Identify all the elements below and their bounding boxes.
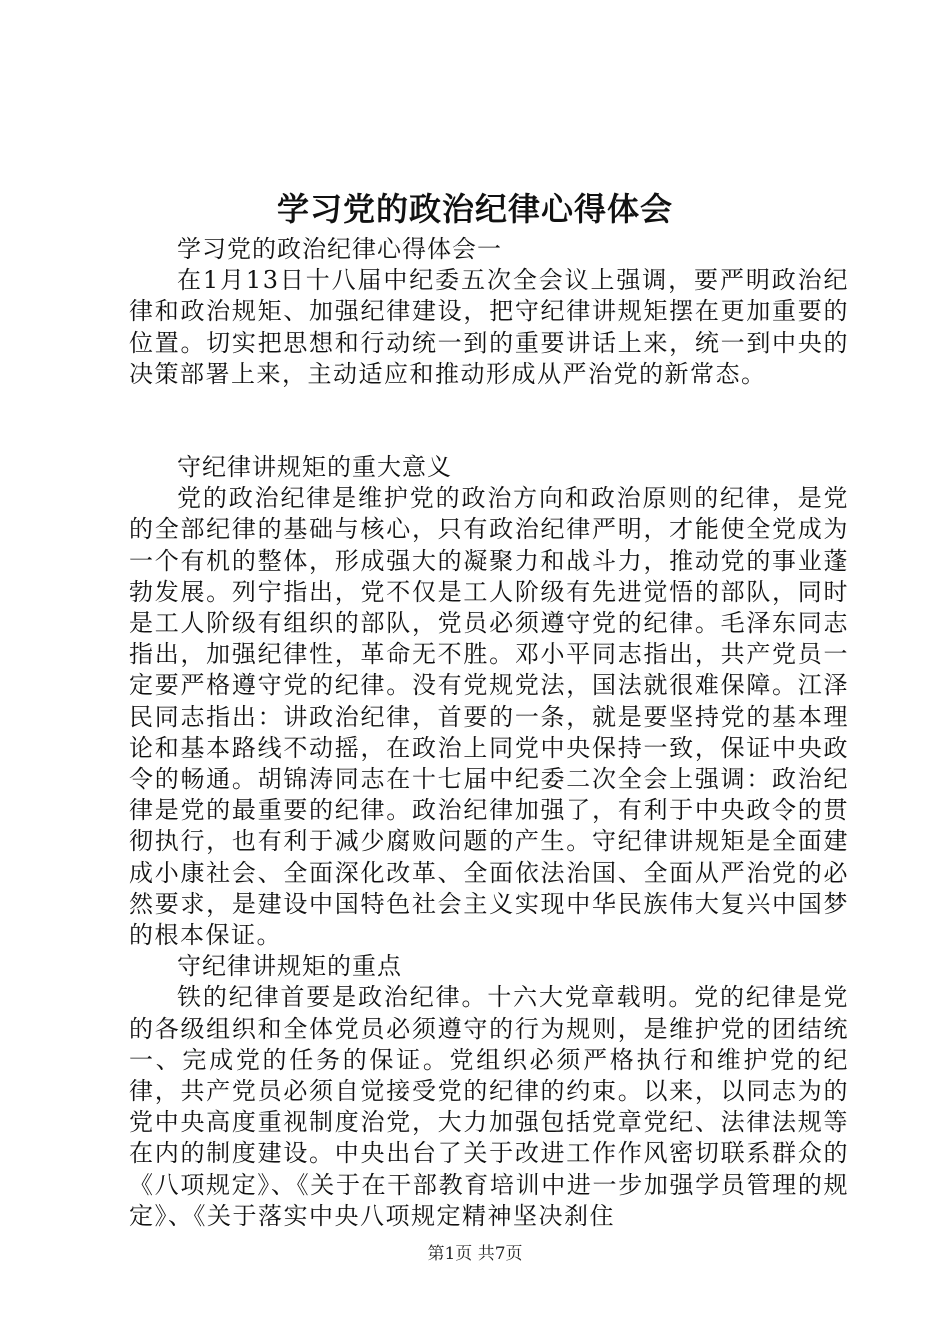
page-number-footer: 第1页 共7页 — [427, 1244, 523, 1264]
body-paragraph: 铁的纪律首要是政治纪律。十六大党章载明。党的纪律是党的各级组织和全体党员必须遵守的行为规则，是维护党的团结统一、完成党的任务的保证。党组织必须严格执行和维护党的纪律，共产党员必须自觉接受党的纪律的约束。以来，以同志为的党中央高度重视制度治党，大力加强包括党章党纪、法律法规等在内的制度建设。中央出台了关于改进工作作风密切联系群众的《八项规定》、《关于在干部教育培训中进一步加强学员管理的规定》、《关于落实中央八项规定精神坚决刹住 — [129, 983, 849, 1230]
section-heading-key-points: 守纪律讲规矩的重点 — [177, 952, 402, 981]
document-body — [129, 234, 849, 1232]
document-title: 学习党的政治纪律心得体会 — [276, 190, 673, 228]
section-subtitle: 学习党的政治纪律心得体会一 — [177, 235, 502, 263]
paragraph-gap — [129, 390, 849, 452]
body-paragraph: 党的政治纪律是维护党的政治方向和政治原则的纪律，是党的全部纪律的基础与核心，只有政治纪律严明，才能使全党成为一个有机的整体，形成强大的凝聚力和战斗力，推动党的事业蓬勃发展。列宁指出，党不仅是工人阶级有先进觉悟的部队，同时是工人阶级有组织的部队，党员必须遵守党的纪律。毛泽东同志指出，加强纪律性，革命无不胜。邓小平同志指出，共产党员一定要严格遵守党的纪律。没有党规党法，国法就很难保障。江泽民同志指出：讲政治纪律，首要的一条，就是要坚持党的基本理论和基本路线不动摇，在政治上同党中央保持一致，保证中央政令的畅通。胡锦涛同志在十七届中纪委二次全会上强调：政治纪律是党的最重要的纪律。政治纪律加强了，有利于中央政令的贯彻执行，也有利于减少腐败问题的产生。守纪律讲规矩是全面建成小康社会、全面深化改革、全面依法治国、全面从严治党的必然要求，是建设中国特色社会主义实现中华民族伟大复兴中国梦的根本保证。 — [129, 484, 849, 950]
section-heading-significance: 守纪律讲规矩的重大意义 — [177, 453, 452, 482]
body-paragraph: 在1月13日十八届中纪委五次全会议上强调，要严明政治纪律和政治规矩、加强纪律建设，把守纪律讲规矩摆在更加重要的位置。切实把思想和行动统一到的重要讲话上来，统一到中央的决策部署上来，主动适应和推动形成从严治党的新常态。 — [129, 266, 849, 388]
